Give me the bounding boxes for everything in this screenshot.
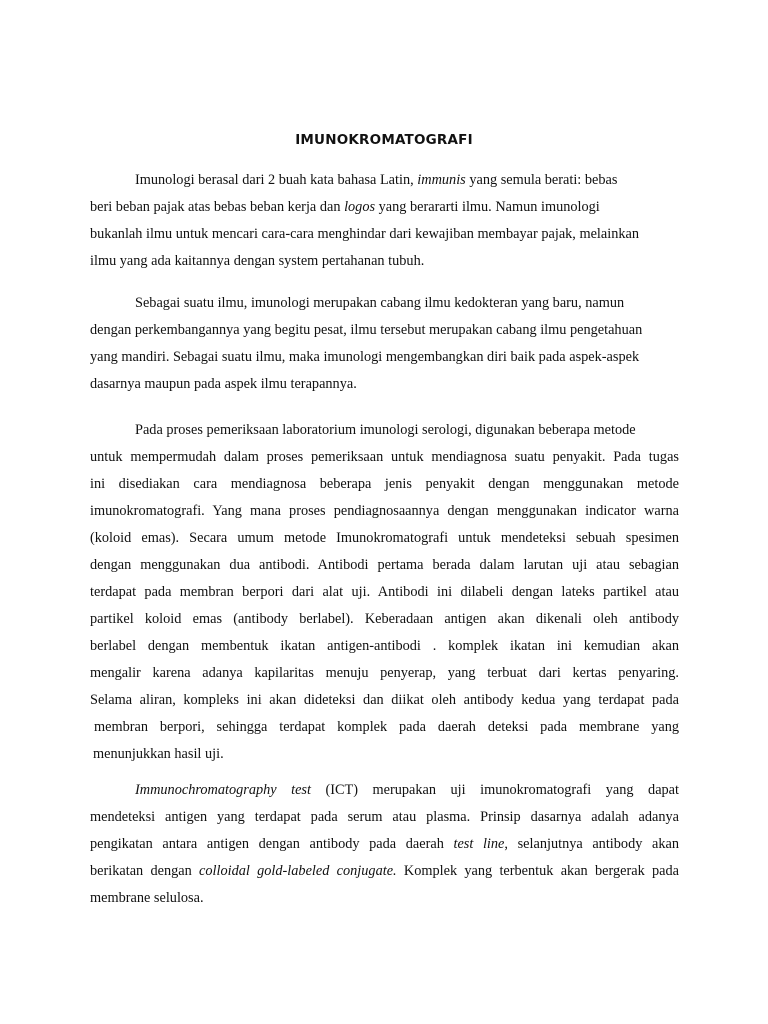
- paragraph-3-line-11: Selama aliran, kompleks ini akan dideteksi dan diikat oleh antibody kedua yang terdapat pada: [90, 692, 679, 708]
- paragraph-3: [90, 417, 679, 768]
- paragraph-2-line-3: yang mandiri. Sebagai suatu ilmu, maka imunologi mengembangkan diri baik pada aspek-aspek: [90, 349, 640, 365]
- paragraph-3-line-12: membran berpori, sehingga terdapat komplek pada daerah deteksi pada membrane yang: [94, 719, 679, 735]
- paragraph-3-line-7: terdapat pada membran berpori dari alat uji. Antibodi ini dilabeli dengan lateks partikel atau: [90, 584, 679, 600]
- text-run: (ICT) merupakan uji imunokromatografi yang dapat: [310, 782, 679, 798]
- paragraph-2-line-2: dengan perkembangannya yang begitu pesat, ilmu tersebut merupakan cabang ilmu pengetahuan: [90, 322, 643, 338]
- document-title: IMUNOKROMATOGRAFI: [295, 132, 473, 148]
- paragraph-1-line-4: ilmu yang ada kaitannya dengan system pertahanan tubuh.: [90, 253, 425, 269]
- paragraph-4-line-3: [90, 831, 679, 858]
- paragraph-4-line-4: [90, 858, 679, 885]
- paragraph-2: [90, 290, 679, 398]
- paragraph-3-line-13: menunjukkan hasil uji.: [93, 746, 224, 762]
- text-run: beri beban pajak atas bebas beban kerja dan: [90, 199, 345, 215]
- text-run: berikatan dengan: [90, 863, 200, 879]
- paragraph-3-line-5: (koloid emas). Secara umum metode Imunokromatografi untuk mendeteksi sebuah spesimen: [90, 530, 679, 546]
- paragraph-1-line-2: [90, 194, 679, 221]
- paragraph-3-line-10: mengalir karena adanya kapilaritas menuju penyerap, yang terbuat dari kertas penyaring.: [90, 665, 679, 681]
- paragraph-3-line-9: berlabel dengan membentuk ikatan antigen-antibodi . komplek ikatan ini kemudian akan: [90, 638, 679, 654]
- text-run: yang semula berati: bebas: [465, 172, 618, 188]
- italic-term: test line: [453, 836, 505, 852]
- italic-term: immunis: [417, 172, 466, 188]
- italic-term: logos: [344, 199, 376, 215]
- paragraph-1-line-1: [90, 167, 679, 194]
- paragraph-3-line-6: dengan menggunakan dua antibodi. Antibodi pertama berada dalam larutan uji atau sebagian: [90, 557, 679, 573]
- text-run: , selanjutnya antibody akan: [504, 836, 679, 852]
- paragraph-4: [90, 777, 679, 912]
- text-run: Imunologi berasal dari 2 buah kata bahasa Latin,: [135, 172, 418, 188]
- text-run: yang berararti ilmu. Namun imunologi: [375, 199, 600, 215]
- italic-term: colloidal gold-labeled conjugate.: [199, 863, 397, 879]
- paragraph-2-line-4: dasarnya maupun pada aspek ilmu terapannya.: [90, 376, 357, 392]
- paragraph-1-line-3: bukanlah ilmu untuk mencari cara-cara menghindar dari kewajiban membayar pajak, melainkan: [90, 226, 640, 242]
- text-run: pengikatan antara antigen dengan antibody pada daerah: [90, 836, 454, 852]
- paragraph-3-line-2: untuk mempermudah dalam proses pemeriksaan untuk mendiagnosa suatu penyakit. Pada tugas: [90, 449, 679, 465]
- italic-term: Immunochromatography test: [135, 782, 311, 798]
- paragraph-3-line-3: ini disediakan cara mendiagnosa beberapa jenis penyakit dengan menggunakan metode: [90, 476, 679, 492]
- paragraph-1: [90, 167, 679, 275]
- paragraph-4-line-5: membrane selulosa.: [90, 890, 204, 906]
- paragraph-2-line-1: Sebagai suatu ilmu, imunologi merupakan cabang ilmu kedokteran yang baru, namun: [135, 295, 625, 311]
- paragraph-3-line-1: Pada proses pemeriksaan laboratorium imunologi serologi, digunakan beberapa metode: [135, 422, 636, 438]
- paragraph-4-line-2: mendeteksi antigen yang terdapat pada serum atau plasma. Prinsip dasarnya adalah adanya: [90, 809, 679, 825]
- paragraph-4-line-1: [90, 777, 679, 804]
- paragraph-3-line-4: imunokromatografi. Yang mana proses pendiagnosaannya dengan menggunakan indicator warna: [90, 503, 679, 519]
- paragraph-3-line-8: partikel koloid emas (antibody berlabel). Keberadaan antigen akan dikenali oleh antibody: [90, 611, 679, 627]
- text-run: Komplek yang terbentuk akan bergerak pada: [396, 863, 679, 879]
